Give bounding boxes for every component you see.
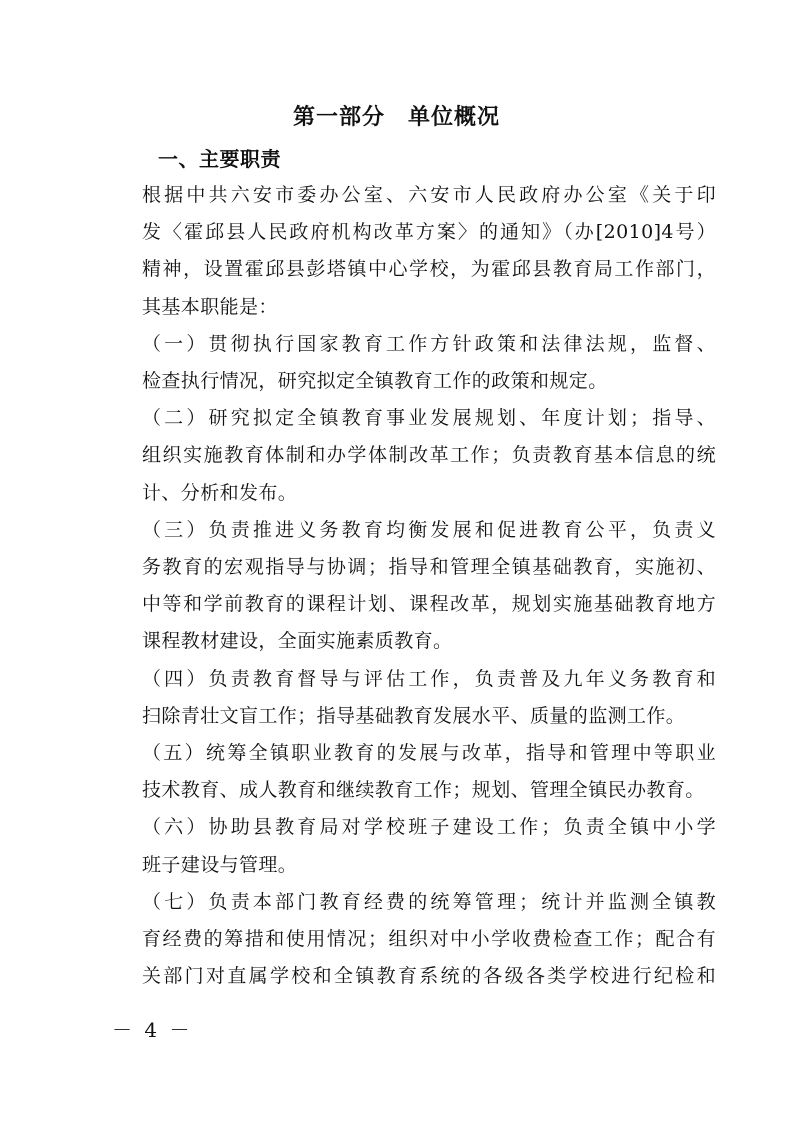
paragraph-duty-4 xyxy=(104,661,716,735)
paragraph-duty-1 xyxy=(104,326,716,400)
paragraph-intro xyxy=(104,177,716,326)
text-line: 根据中共六安市委办公室、六安市人民政府办公室《关于印 xyxy=(142,184,716,206)
text-line: 关部门对直属学校和全镇教育系统的各级各类学校进行纪检和 xyxy=(142,965,716,988)
text-line: 组织实施教育体制和办学体制改革工作；负责教育基本信息的统 xyxy=(142,444,716,467)
paragraph-duty-2 xyxy=(104,400,716,512)
paragraph-duty-3 xyxy=(104,512,716,661)
text-line: （三）负责推进义务教育均衡发展和促进教育公平，负责义 xyxy=(142,518,716,541)
paragraph-duty-6 xyxy=(104,809,716,883)
text-line: 技术教育、成人教育和继续教育工作；规划、管理全镇民办教育。 xyxy=(142,779,705,802)
page-number: － 4 － xyxy=(112,1018,193,1042)
text-line: 发〈霍邱县人民政府机构改革方案〉的通知》（办[2010]4号） xyxy=(142,221,716,244)
text-line: （一）贯彻执行国家教育工作方针政策和法律法规，监督、 xyxy=(142,332,716,355)
text-line: （六）协助县教育局对学校班子建设工作；负责全镇中小学 xyxy=(142,816,716,839)
text-line: （二）研究拟定全镇教育事业发展规划、年度计划；指导、 xyxy=(142,407,716,430)
text-line: 其基本职能是： xyxy=(142,295,278,318)
text-line: （七）负责本部门教育经费的统筹管理；统计并监测全镇教 xyxy=(142,890,716,913)
section-heading: 一、主要职责 xyxy=(158,147,281,171)
text-line: （五）统筹全镇职业教育的发展与改革，指导和管理中等职业 xyxy=(142,742,716,765)
text-line: 精神，设置霍邱县彭塔镇中心学校，为霍邱县教育局工作部门， xyxy=(142,258,716,281)
text-line: 中等和学前教育的课程计划、课程改革，规划实施基础教育地方 xyxy=(142,593,716,616)
text-line: （四）负责教育督导与评估工作，负责普及九年义务教育和 xyxy=(142,667,716,690)
text-line: 班子建设与管理。 xyxy=(142,853,298,876)
text-line: 扫除青壮文盲工作；指导基础教育发展水平、质量的监测工作。 xyxy=(142,704,686,727)
paragraph-duty-7 xyxy=(104,884,716,996)
text-line: 务教育的宏观指导与协调；指导和管理全镇基础教育，实施初、 xyxy=(142,556,716,579)
text-line: 检查执行情况，研究拟定全镇教育工作的政策和规定。 xyxy=(142,370,608,393)
body-text xyxy=(104,177,716,995)
paragraph-duty-5 xyxy=(104,735,716,809)
text-line: 课程教材建设，全面实施素质教育。 xyxy=(142,630,453,653)
page-title: 第一部分 单位概况 xyxy=(292,105,500,130)
text-line: 计、分析和发布。 xyxy=(142,481,298,504)
text-line: 育经费的筹措和使用情况；组织对中小学收费检查工作；配合有 xyxy=(142,928,716,951)
